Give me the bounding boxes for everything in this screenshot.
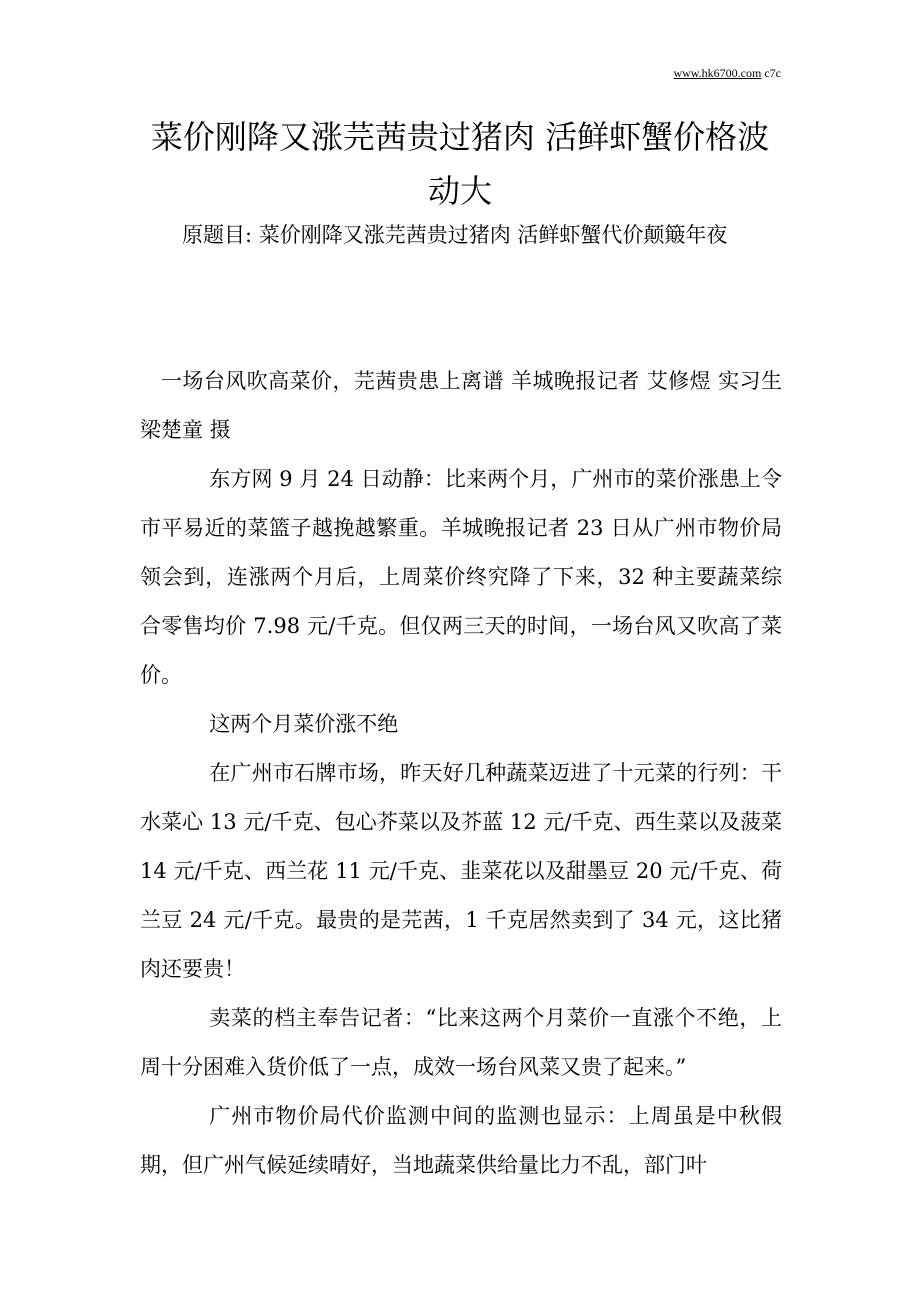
header-reference <box>673 66 781 81</box>
section-subheading: 这两个月菜价涨不绝 <box>209 712 399 736</box>
article-title: 菜价刚降又涨芫茜贵过猪肉 活鲜虾蟹价格波动大 <box>150 118 770 210</box>
header-suffix: c7c <box>764 66 781 80</box>
source-link[interactable]: www.hk6700.com <box>673 66 762 80</box>
lead-paragraph: 东方网 9 月 24 日动静：比来两个月，广州市的菜价涨患上令市平易近的菜篮子越挽越繁重。羊城晚报记者 23 日从广州市物价局领会到，连涨两个月后，上周菜价终究降了下来，32 种主要蔬菜综合零售均价 7.98 元/千克。但仅两三天的时间，一场台风又吹高了菜价。 <box>140 467 782 687</box>
monitoring-paragraph: 广州市物价局代价监测中间的监测也显示：上周虽是中秋假期，但广州气候延续晴好，当地蔬菜供给量比力不乱，部门叶 <box>140 1104 782 1177</box>
article-body <box>140 211 782 260</box>
original-title-paragraph: 原题目: 菜价刚降又涨芫茜贵过猪肉 活鲜虾蟹代价颠簸年夜 <box>182 223 728 247</box>
market-prices-paragraph: 在广州市石牌市场，昨天好几种蔬菜迈进了十元菜的行列：干水菜心 13 元/千克、包心芥菜以及芥蓝 12 元/千克、西生菜以及菠菜 14 元/千克、西兰花 11 元/千克、韭菜花以及甜墨豆 20 元/千克、荷兰豆 24 元/千克。最贵的是芫茜，1 千克居然卖到了 34 元，这比猪肉还要贵！ <box>140 761 782 981</box>
photo-caption-paragraph: 一场台风吹高菜价，芫茜贵患上离谱 羊城晚报记者 艾修煜 实习生 梁楚童 摄 <box>140 369 782 442</box>
article-body-main <box>140 357 782 1190</box>
vendor-quote-paragraph: 卖菜的档主奉告记者：“比来这两个月菜价一直涨个不绝，上周十分困难入货价低了一点，成效一场台风菜又贵了起来。” <box>140 1006 782 1079</box>
